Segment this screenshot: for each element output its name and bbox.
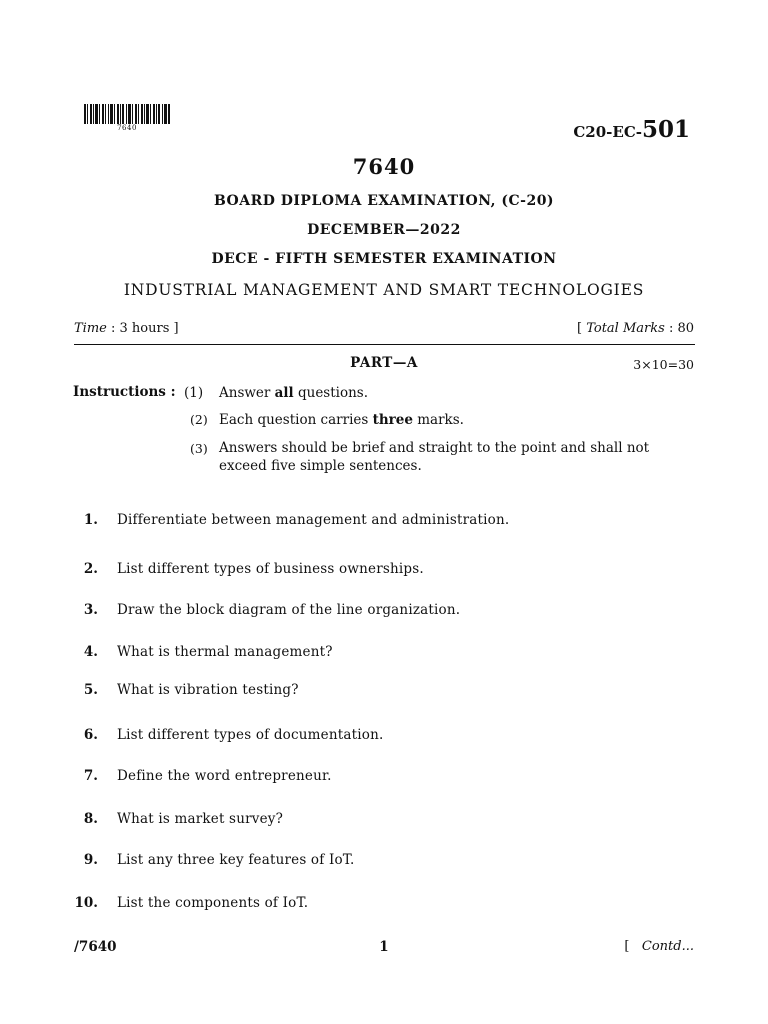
question-number: 4.: [83, 644, 98, 660]
continued-bracket: [: [624, 939, 630, 954]
question-text: What is thermal management?: [117, 644, 333, 660]
question-text: What is vibration testing?: [117, 682, 299, 698]
part-marks: 3×10=30: [633, 357, 694, 372]
barcode-image: [84, 104, 170, 124]
continued-note: [624, 939, 694, 954]
total-marks-label: Total Marks: [586, 321, 665, 336]
instruction-text: Each question carries: [219, 412, 373, 428]
subject-title: INDUSTRIAL MANAGEMENT AND SMART TECHNOLOGIES: [123, 281, 645, 299]
semester-title: DECE - FIFTH SEMESTER EXAMINATION: [211, 251, 557, 267]
time-label: Time: [74, 321, 107, 336]
instruction-item: [219, 384, 368, 402]
instruction-emphasis: all: [274, 385, 294, 401]
question-number: 5.: [83, 682, 98, 698]
time-allowed: [74, 321, 179, 336]
question-number: 7.: [83, 768, 98, 784]
instruction-number: (2): [190, 412, 208, 427]
instruction-item: [219, 411, 689, 429]
footer-code: /7640: [74, 939, 117, 955]
instruction-emphasis: three: [372, 412, 413, 428]
question-number: 2.: [83, 561, 98, 577]
part-title: PART—A: [350, 355, 418, 371]
instruction-number: (3): [190, 441, 208, 456]
instruction-text: marks.: [412, 412, 464, 428]
question-number: 3.: [83, 602, 98, 618]
total-marks: [577, 321, 694, 336]
instruction-text: Answer: [219, 385, 275, 401]
question-number: 10.: [74, 895, 98, 911]
continued-text: Contd...: [641, 939, 694, 954]
question-text: What is market survey?: [117, 811, 284, 827]
time-value: : 3 hours ]: [111, 321, 179, 336]
question-text: Differentiate between management and administration.: [117, 512, 510, 528]
page-number: 1: [379, 939, 389, 955]
question-text: Draw the block diagram of the line organization.: [117, 602, 461, 618]
question-number: 6.: [83, 727, 98, 743]
board-title: BOARD DIPLOMA EXAMINATION, (C-20): [213, 193, 555, 209]
question-text: Define the word entrepreneur.: [117, 768, 332, 784]
instruction-text: Answers should be brief and straight to the point and shall not exceed five simple sentences.: [219, 440, 650, 474]
question-number: 9.: [83, 852, 98, 868]
question-text: List different types of documentation.: [117, 727, 384, 743]
paper-code-prefix: C20-EC-: [573, 123, 642, 141]
paper-code: [573, 116, 690, 143]
exam-date: DECEMBER—2022: [307, 222, 461, 238]
barcode-number: 7640: [117, 124, 137, 132]
exam-code: 7640: [352, 154, 416, 179]
paper-code-number: 501: [641, 116, 690, 143]
question-text: List the components of IoT.: [117, 895, 309, 911]
instruction-number: (1): [184, 385, 204, 401]
question-text: List different types of business ownerships.: [117, 561, 424, 577]
question-text: List any three key features of IoT.: [117, 852, 355, 868]
question-number: 8.: [83, 811, 98, 827]
header-divider: [74, 344, 695, 345]
instructions-label: Instructions :: [73, 384, 176, 400]
total-marks-value: : 80: [668, 321, 694, 336]
question-number: 1.: [83, 512, 98, 528]
total-marks-bracket: [: [577, 321, 583, 336]
instruction-item: [219, 439, 679, 475]
instruction-text: questions.: [293, 385, 369, 401]
